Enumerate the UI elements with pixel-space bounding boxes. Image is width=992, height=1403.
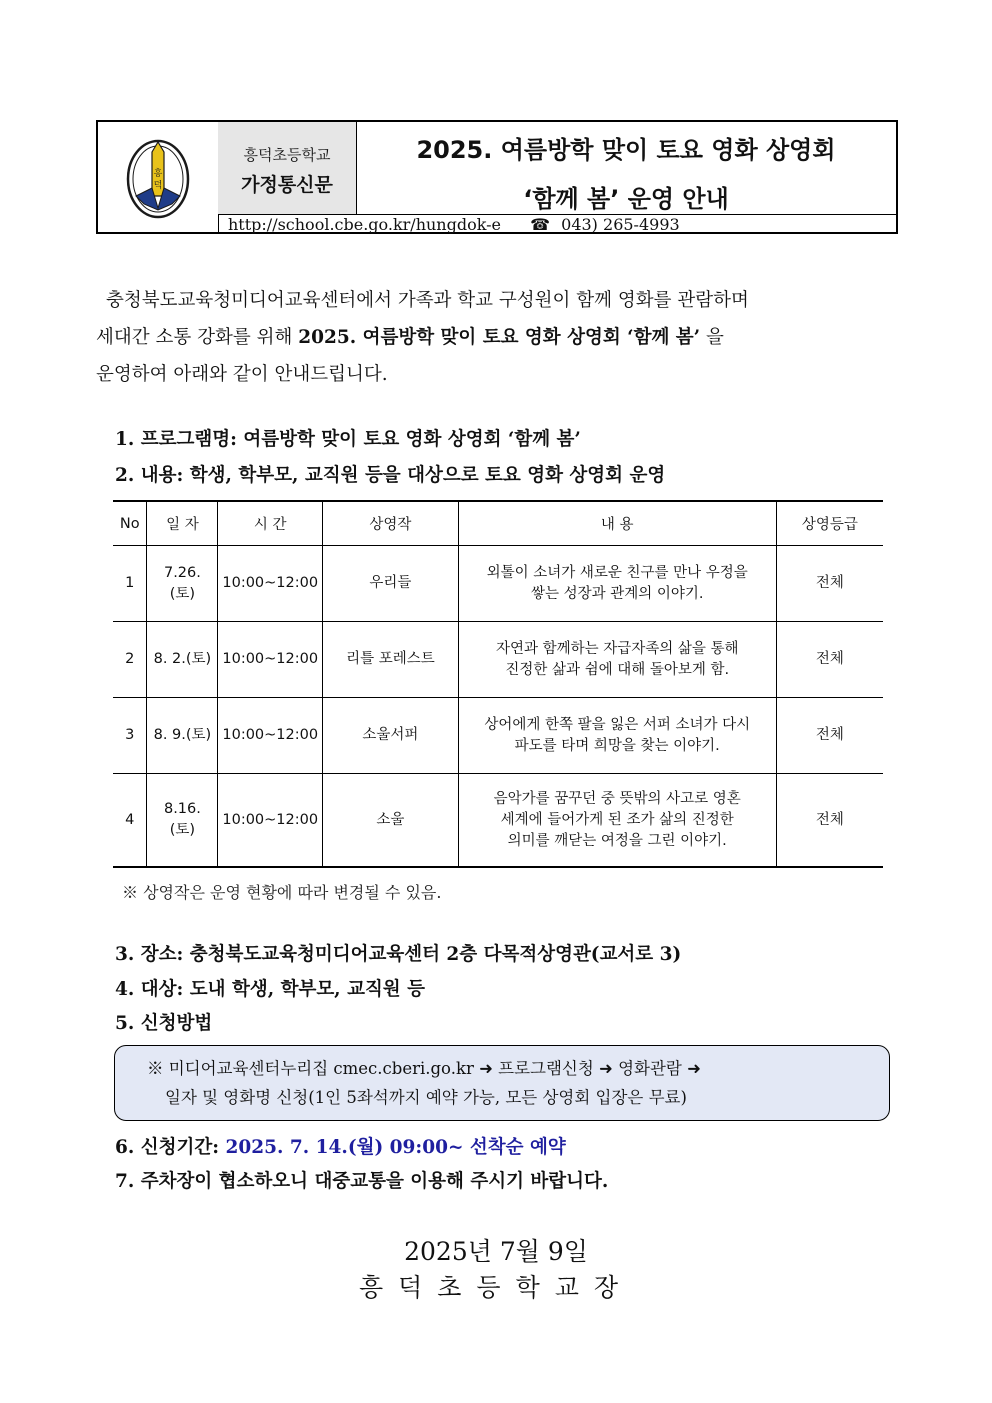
item-7-text: 7. 주차장이 협소하오니 대중교통을 이용해 주시기 바랍니다. xyxy=(115,1171,609,1192)
apply-method-box xyxy=(114,1045,890,1121)
item-4-text: 4. 대상: 도내 학생, 학부모, 교직원 등 xyxy=(115,979,425,1000)
intro-line2-bold: 2025. 여름방학 맞이 토요 영화 상영회 ‘함께 봄’ xyxy=(298,327,701,348)
item-5-text: 5. 신청방법 xyxy=(115,1013,213,1034)
item-apply-method xyxy=(115,1009,212,1035)
doc-title-line2: ‘함께 봄’ 운영 안내 xyxy=(523,185,729,213)
item-1-text: 1. 프로그램명: 여름방학 맞이 토요 영화 상영회 ‘함께 봄’ xyxy=(115,429,581,450)
cell-movie: 소울서퍼 xyxy=(323,698,459,774)
cell-time: 10:00~12:00 xyxy=(218,698,323,774)
cell-date: 8. 9.(토) xyxy=(147,698,218,774)
item-6-label: 6. 신청기간: xyxy=(115,1137,226,1158)
cell-content xyxy=(458,774,776,868)
cell-content-line3: 의미를 깨닫는 여정을 그린 이야기. xyxy=(507,832,727,849)
school-tel: 043) 265-4993 xyxy=(561,215,680,234)
table-row xyxy=(113,546,883,622)
svg-text:덕: 덕 xyxy=(153,181,163,191)
cell-no: 3 xyxy=(113,698,147,774)
col-header-no: No xyxy=(113,501,147,546)
telephone-icon: ☎ xyxy=(530,215,551,234)
item-program-name xyxy=(115,425,581,451)
item-apply-period xyxy=(115,1133,566,1159)
intro-line3: 운영하여 아래와 같이 안내드립니다. xyxy=(96,364,388,385)
intro-line2-post: 을 xyxy=(700,327,724,348)
item-2-text: 2. 내용: 학생, 학부모, 교직원 등을 대상으로 토요 영화 상영회 운영 xyxy=(115,465,666,486)
school-name: 흥덕초등학교 xyxy=(243,146,331,164)
title-cell xyxy=(356,122,896,214)
item-3-text: 3. 장소: 충청북도교육청미디어교육센터 2층 다목적상영관(교서로 3) xyxy=(115,944,682,965)
doc-title-line1: 2025. 여름방학 맞이 토요 영화 상영회 xyxy=(416,136,836,164)
apply-line2: 일자 및 영화명 신청(1인 5좌석까지 예약 가능, 모든 상영회 입장은 무료) xyxy=(165,1088,687,1107)
cell-content-line1: 외톨이 소녀가 새로운 친구를 만나 우정을 xyxy=(486,564,748,581)
col-header-movie: 상영작 xyxy=(323,501,459,546)
school-name-cell xyxy=(218,122,357,214)
intro-line2-pre: 세대간 소통 강화를 위해 xyxy=(96,327,299,348)
item-parking xyxy=(115,1167,608,1193)
intro-paragraph xyxy=(96,282,900,393)
col-header-content: 내 용 xyxy=(458,501,776,546)
table-header-row xyxy=(113,501,883,546)
cell-date: 7.26.(토) xyxy=(147,546,218,622)
cell-time: 10:00~12:00 xyxy=(218,546,323,622)
item-place xyxy=(115,940,681,966)
cell-movie: 소울 xyxy=(323,774,459,868)
cell-content-line2: 파도를 타며 희망을 찾는 이야기. xyxy=(514,737,720,754)
cell-movie: 리틀 포레스트 xyxy=(323,622,459,698)
cell-rating: 전체 xyxy=(776,546,883,622)
cell-no: 1 xyxy=(113,546,147,622)
cell-time: 10:00~12:00 xyxy=(218,774,323,868)
cell-content xyxy=(458,546,776,622)
cell-rating: 전체 xyxy=(776,698,883,774)
cell-date: 8. 2.(토) xyxy=(147,622,218,698)
cell-rating: 전체 xyxy=(776,622,883,698)
school-emblem-icon xyxy=(98,122,218,234)
cell-no: 4 xyxy=(113,774,147,868)
cell-content-line2: 세계에 들어가게 된 조가 삶의 진정한 xyxy=(500,811,734,828)
cell-movie: 우리들 xyxy=(323,546,459,622)
school-url[interactable]: http://school.cbe.go.kr/hungdok-e xyxy=(228,215,502,234)
cell-date: 8.16.(토) xyxy=(147,774,218,868)
cell-content-line1: 상어에게 한쪽 팔을 잃은 서퍼 소녀가 다시 xyxy=(484,716,751,733)
cell-time: 10:00~12:00 xyxy=(218,622,323,698)
item-target xyxy=(115,975,425,1001)
cell-rating: 전체 xyxy=(776,774,883,868)
cell-content-line2: 쌓는 성장과 관계의 이야기. xyxy=(530,585,704,602)
table-note: ※ 상영작은 운영 현황에 따라 변경될 수 있음. xyxy=(122,883,442,902)
school-logo-cell xyxy=(98,122,219,234)
schedule-table xyxy=(113,500,883,868)
contact-row xyxy=(218,214,896,235)
intro-line1: 충청북도교육청미디어교육센터에서 가족과 학교 구성원이 함께 영화를 관람하며 xyxy=(106,290,749,311)
table-row xyxy=(113,698,883,774)
cell-content-line1: 음악가를 꿈꾸던 중 뜻밖의 사고로 영혼 xyxy=(493,790,741,807)
issue-date: 2025년 7월 9일 xyxy=(404,1237,588,1266)
cell-content xyxy=(458,622,776,698)
newsletter-label: 가정통신문 xyxy=(241,174,333,196)
intro-line2 xyxy=(96,319,900,356)
table-row xyxy=(113,774,883,868)
svg-text:흥: 흥 xyxy=(153,169,163,179)
apply-line1: ※ 미디어교육센터누리집 cmec.cberi.go.kr ➜ 프로그램신청 ➜ 영화관람 ➜ xyxy=(147,1059,701,1078)
cell-content xyxy=(458,698,776,774)
cell-content-line2: 진정한 삶과 쉼에 대해 돌아보게 함. xyxy=(505,661,730,678)
item-6-value: 2025. 7. 14.(월) 09:00~ 선착순 예약 xyxy=(225,1137,566,1158)
col-header-time: 시 간 xyxy=(218,501,323,546)
signer-name: 흥덕초등학교장 xyxy=(358,1273,634,1302)
table-row xyxy=(113,622,883,698)
header-box xyxy=(96,120,898,234)
cell-no: 2 xyxy=(113,622,147,698)
col-header-rating: 상영등급 xyxy=(776,501,883,546)
col-header-date: 일 자 xyxy=(147,501,218,546)
item-content xyxy=(115,461,665,487)
cell-content-line1: 자연과 함께하는 자급자족의 삶을 통해 xyxy=(495,640,739,657)
